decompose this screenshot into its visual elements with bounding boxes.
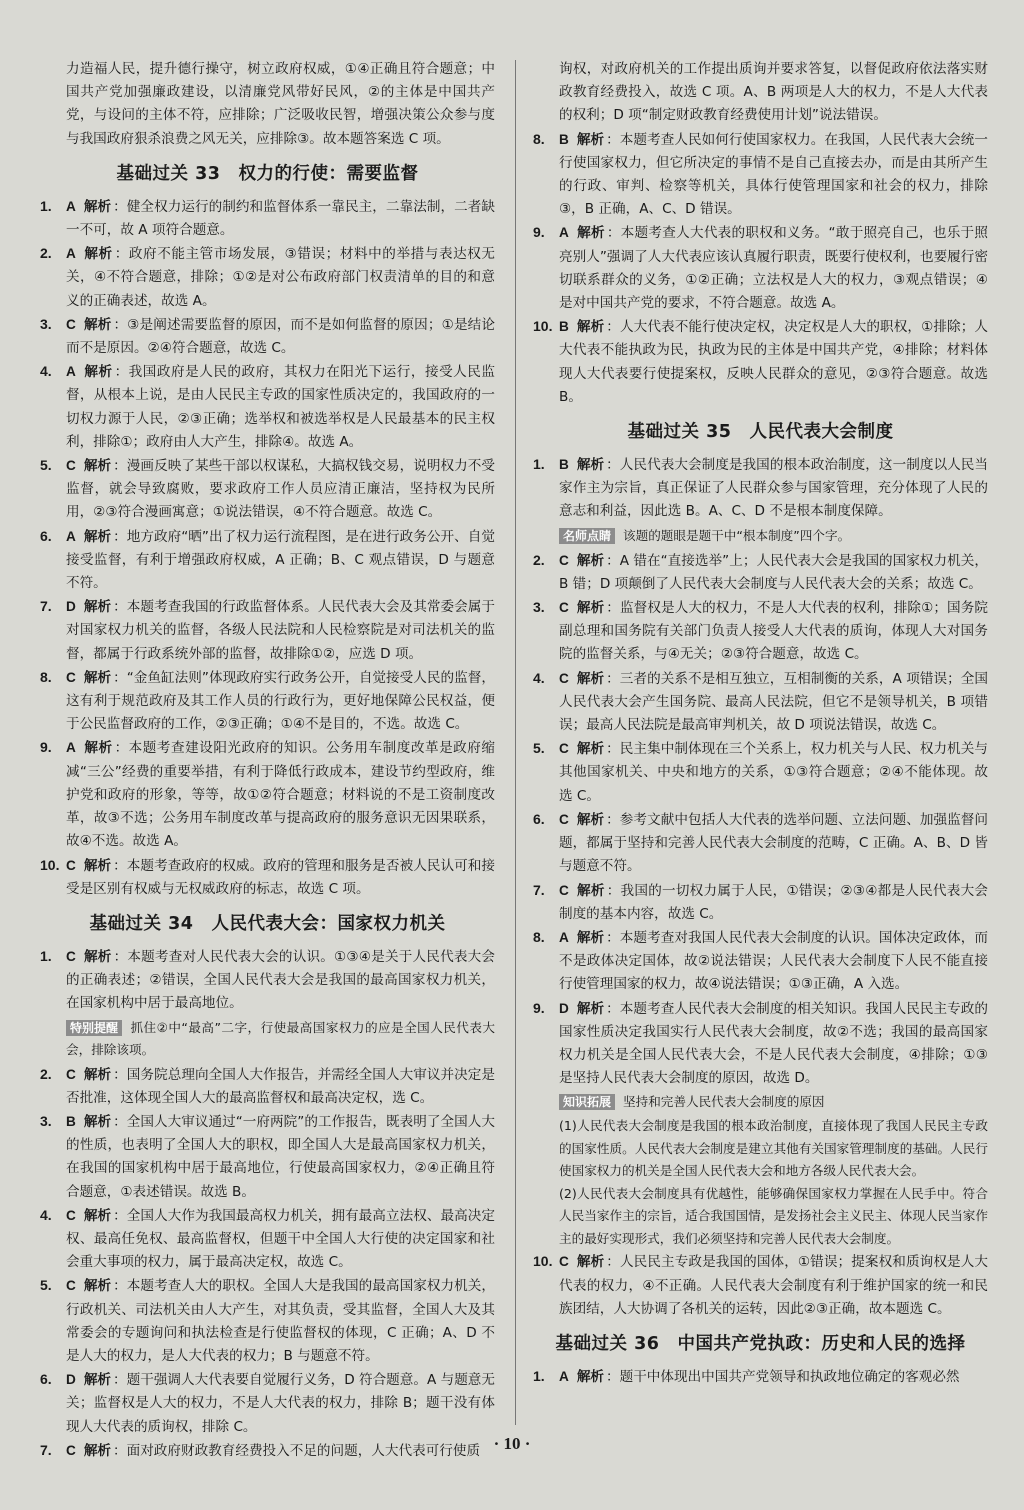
item-number: 6. bbox=[40, 1371, 52, 1388]
item-label: 解析 bbox=[576, 670, 605, 687]
item-number: 9. bbox=[533, 999, 545, 1016]
item-number: 10. bbox=[40, 856, 60, 873]
item-label: 解析 bbox=[576, 741, 605, 758]
answer-item bbox=[40, 360, 495, 454]
item-label: 解析 bbox=[576, 552, 605, 569]
section-35-items-final bbox=[533, 1250, 988, 1321]
item-number: 1. bbox=[40, 197, 52, 214]
item-number: 5. bbox=[533, 740, 545, 757]
knowledge-point-1: (1)人民代表大会制度是我国的根本政治制度，直接体现了我国人民民主专政的国家性质。人民代表大会制度是建立其他有关国家管理制度的基础。人民行使国家权力的机关是全国人民代表大会和地方各级人民代表大会。 bbox=[559, 1118, 988, 1179]
item-label: 解析 bbox=[83, 1278, 112, 1295]
answer-item bbox=[40, 595, 495, 666]
item-number: 6. bbox=[533, 810, 545, 827]
section-35-items-continued bbox=[533, 549, 988, 1091]
item-answer: D bbox=[559, 1000, 569, 1016]
item-answer: C bbox=[559, 670, 569, 686]
item-explanation: ：全国人大审议通过“一府两院”的工作报告，既表明了全国人大的性质，也表明了全国人大的职权，即全国人大是最高国家权力机关，在我国的国家机构中居于最高地位，行使最高国家权力，②④正确且符合题意，①表述错误。故选 B。 bbox=[66, 1113, 495, 1200]
section-title-34: 基础过关 34 人民代表大会：国家权力机关 bbox=[89, 913, 446, 934]
answer-item bbox=[533, 453, 988, 524]
item-number: 7. bbox=[40, 598, 52, 615]
tip-tag: 特别提醒 bbox=[66, 1020, 122, 1036]
item-label: 解析 bbox=[83, 1207, 112, 1224]
tip-tag: 知识拓展 bbox=[559, 1094, 615, 1110]
item-explanation: ：全国人大作为我国最高权力机关，拥有最高立法权、最高决定权、最高任免权、最高监督权，但题干中全国人大行使的决定国家和社会重大事项的权力，属于最高决定权，故选 C。 bbox=[66, 1207, 496, 1271]
item-explanation: ：本题考查人大代表的职权和义务。“敢于照亮自己，也乐于照亮别人”强调了人大代表应该认真履行职责，既要行使权利，也要履行密切联系群众的义务，①②正确；立法权是人大的权力，③观点错误；④是对中国共产党的要求，不符合题意。故选 A。 bbox=[559, 225, 988, 312]
item-label: 解析 bbox=[83, 740, 113, 757]
answer-item bbox=[40, 1204, 495, 1275]
answer-item bbox=[40, 1274, 495, 1368]
item-explanation: ：我国的一切权力属于人民，①错误；②③④都是人民代表大会制度的基本内容，故选 C。 bbox=[559, 882, 988, 922]
item-number: 7. bbox=[40, 1441, 52, 1458]
item-label: 解析 bbox=[576, 319, 605, 336]
item-number: 1. bbox=[40, 947, 52, 964]
item-label: 解析 bbox=[83, 599, 112, 616]
section-36-items bbox=[533, 1365, 988, 1389]
answer-item bbox=[533, 737, 988, 808]
answer-item bbox=[533, 997, 988, 1091]
item-answer: B bbox=[559, 457, 569, 473]
item-explanation: ：面对政府财政教育经费投入不足的问题，人大代表可行使质 bbox=[113, 1442, 481, 1459]
item-number: 5. bbox=[40, 457, 52, 474]
knowledge-extension bbox=[533, 1091, 988, 1113]
item-answer: C bbox=[559, 552, 569, 568]
answer-item bbox=[533, 879, 988, 926]
answer-item bbox=[533, 128, 988, 222]
item-explanation: ：三者的关系不是相互独立，互相制衡的关系，A 项错误；全国人民代表大会产生国务院、最高人民法院，但它不是领导机关，B 项错误；最高人民法院是最高审判机关，故 D 项说法错误，故选 C。 bbox=[559, 670, 989, 734]
item-explanation: ：③是阐述需要监督的原因，而不是如何监督的原因；①是结论而不是原因。②④符合题意，故选 C。 bbox=[66, 316, 496, 357]
section-34-items-right bbox=[533, 128, 988, 409]
section-34-items bbox=[40, 945, 495, 1016]
left-column bbox=[40, 58, 495, 1463]
knowledge-point-2: (2)人民代表大会制度具有优越性，能够确保国家权力掌握在人民手中。符合人民当家作主的宗旨，适合我国国情，是发扬社会主义民主、体现人民当家作主的最好实现形式，我们必须坚持和完善人民代表大会制度。 bbox=[559, 1185, 988, 1246]
item-answer: C bbox=[559, 1254, 569, 1270]
item-number: 7. bbox=[533, 881, 545, 898]
item-label: 解析 bbox=[576, 882, 605, 899]
item-label: 解析 bbox=[83, 246, 113, 263]
answer-item bbox=[533, 596, 988, 667]
item-answer: C bbox=[66, 1442, 76, 1458]
special-reminder bbox=[40, 1017, 495, 1061]
item-answer: C bbox=[66, 316, 76, 332]
item-explanation: ：我国政府是人民的政府，其权力在阳光下运行，接受人民监督，从根本上说，是由人民民主专政的国家性质决定的，我国政府的一切权力源于人民，②③正确；选举权和被选举权是人民最基本的民主权利，排除①；政府由人大产生，排除④。故选 A。 bbox=[66, 364, 495, 450]
item-answer: C bbox=[66, 1278, 76, 1294]
item-label: 解析 bbox=[576, 131, 605, 148]
answer-item bbox=[40, 313, 495, 360]
item-number: 3. bbox=[40, 1112, 52, 1129]
item-explanation: ：人大代表不能行使决定权，决定权是人大的职权，①排除；人大代表不能执政为民，执政为民的主体是中国共产党，④排除；材料体现人大代表要行使提案权，反映人民群众的意见，②③符合题意。故选 B。 bbox=[559, 319, 989, 405]
item-label: 解析 bbox=[576, 600, 605, 617]
item-explanation: ：本题考查建设阳光政府的知识。公务用车制度改革是政府缩减“三公”经费的重要举措，有利于降低行政成本，建设节约型政府，维护党和政府的形象，等等，故①②符合题意；材料说的不是工资制度改革，故③不选；公务用车制度改革与提高政府的服务意识无因果联系，故④不选。故选 A。 bbox=[66, 740, 495, 850]
item-label: 解析 bbox=[83, 948, 112, 965]
item-explanation: ：民主集中制体现在三个关系上，权力机关与人民、权力机关与其他国家机关、中央和地方的关系，①③符合题意；②④不能体现。故选 C。 bbox=[559, 741, 989, 804]
answer-item bbox=[40, 736, 495, 853]
item-number: 4. bbox=[40, 1206, 52, 1223]
tip-tag: 名师点睛 bbox=[559, 528, 615, 544]
item-explanation: ：A 错在“直接选举”上；人民代表大会是我国的国家权力机关，B 错；D 项颠倒了人民代表大会制度与人民代表大会的关系；故选 C。 bbox=[559, 552, 988, 592]
item-explanation: ：健全权力运行的制约和监督体系一靠民主，二靠法制，二者缺一不可，故 A 项符合题意。 bbox=[66, 198, 496, 239]
answer-item bbox=[533, 549, 988, 596]
item-number: 1. bbox=[533, 456, 545, 473]
item-explanation: ：本题考查对人民代表大会的认识。①③④是关于人民代表大会的正确表述；②错误，全国人民代表大会是我国的最高国家权力机关，在国家机构中居于最高地位。 bbox=[66, 948, 496, 1012]
item-number: 4. bbox=[40, 363, 52, 380]
item-number: 8. bbox=[40, 668, 52, 685]
item-label: 解析 bbox=[576, 811, 605, 828]
answer-item bbox=[533, 315, 988, 409]
item-label: 解析 bbox=[576, 929, 605, 946]
item-explanation: ：“金鱼缸法则”体现政府实行政务公开，自觉接受人民的监督，这有利于规范政府及其工作人员的行政行为，更好地保障公民权益，便于公民监督政府的工作，②③正确；①④不是目的，不选。故选 C。 bbox=[66, 669, 495, 733]
answer-item bbox=[533, 1250, 988, 1321]
item-answer: A bbox=[559, 929, 569, 945]
item-answer: C bbox=[559, 811, 569, 827]
tip-text: 该题的题眼是题干中“根本制度”四个字。 bbox=[623, 527, 851, 543]
item-explanation: ：人民民主专政是我国的国体，①错误；提案权和质询权是人大代表的权力，④不正确。人民代表大会制度有利于维护国家的统一和民族团结，人大协调了各机关的运转，因此②③正确，故本题选 C。 bbox=[559, 1254, 989, 1317]
section-title-35: 基础过关 35 人民代表大会制度 bbox=[627, 422, 894, 443]
item-label: 解析 bbox=[83, 458, 112, 475]
item-explanation: ：参考文献中包括人大代表的选举问题、立法问题、加强监督问题，都属于坚持和完善人民代表大会制度的范畴，C 正确。A、B、D 皆与题意不符。 bbox=[559, 811, 989, 875]
item-answer: C bbox=[66, 857, 76, 873]
item-explanation: ：漫画反映了某些干部以权谋私，大搞权钱交易，说明权力不受监督，就会导致腐败，要求政府工作人员应清正廉洁，坚持权为民所用，②③符合漫画寓意；①说法错误，④不符合题意。故选 C。 bbox=[66, 458, 496, 521]
answer-item bbox=[533, 221, 988, 315]
item-explanation: ：本题考查政府的权威。政府的管理和服务是否被人民认可和接受是区别有权威与无权威政府的标志，故选 C 项。 bbox=[66, 857, 496, 897]
item-explanation: ：监督权是人大的权力，不是人大代表的权利，排除①；国务院副总理和国务院有关部门负责人接受人大代表的质询，体现人大对国务院的监督关系，与④无关；②③符合题意，故选 C。 bbox=[559, 600, 989, 663]
item-label: 解析 bbox=[83, 528, 112, 545]
answer-item bbox=[40, 854, 495, 901]
item-label: 解析 bbox=[576, 225, 605, 242]
item-label: 解析 bbox=[83, 1442, 112, 1459]
item-label: 解析 bbox=[83, 198, 112, 215]
item-label: 解析 bbox=[83, 1113, 112, 1130]
item-number: 8. bbox=[533, 130, 545, 147]
tip-text: 抓住②中“最高”二字，行使最高国家权力的应是全国人民代表大会，排除该项。 bbox=[66, 1019, 495, 1057]
answer-item bbox=[533, 808, 988, 879]
answer-item bbox=[40, 454, 495, 525]
item-explanation: ：题干强调人大代表要自觉履行义务，D 符合题意。A 与题意无关；监督权是人大的权力，不是人大代表的权力，排除 B；题干没有体现人大代表的质询权，排除 C。 bbox=[66, 1372, 495, 1435]
item-answer: C bbox=[559, 882, 569, 898]
item-explanation: ：本题考查人民如何行使国家权力。在我国，人民代表大会统一行使国家权力，但它所决定的事情不是自己直接去办，而是由其所产生的行政、审判、检察等机关，具体行使管理国家和社会的权力，排除③，B 正确，A、C、D 错误。 bbox=[559, 131, 989, 218]
item-answer: A bbox=[559, 225, 569, 241]
section-33-items bbox=[40, 195, 495, 901]
item-label: 解析 bbox=[83, 364, 113, 381]
item-number: 1. bbox=[533, 1367, 545, 1384]
tip-text: 坚持和完善人民代表大会制度的原因 bbox=[623, 1094, 825, 1110]
item-answer: C bbox=[66, 1066, 76, 1082]
item-label: 解析 bbox=[83, 1372, 112, 1389]
item-number: 10. bbox=[533, 1253, 553, 1270]
item-answer: A bbox=[66, 198, 76, 214]
column-divider bbox=[515, 60, 516, 1425]
right-intro: 询权，对政府机关的工作提出质询并要求答复，以督促政府依法落实财政教育经费投入，故选 C 项。A、B 两项是人大的权力，不是人大代表的权利；D 项“制定财政教育经费使用计划”说法错误。 bbox=[559, 61, 988, 124]
answer-item bbox=[533, 926, 988, 997]
section-title-36: 基础过关 36 中国共产党执政：历史和人民的选择 bbox=[555, 1333, 966, 1354]
item-label: 解析 bbox=[576, 1368, 605, 1385]
answer-item bbox=[533, 667, 988, 738]
item-explanation: ：题干中体现出中国共产党领导和执政地位确定的客观必然 bbox=[606, 1368, 960, 1385]
item-number: 10. bbox=[533, 318, 553, 335]
item-answer: D bbox=[66, 599, 76, 615]
item-explanation: ：政府不能主管市场发展，③错误；材料中的举措与表达权无关，④不符合题意，排除；①②是对公布政府部门权责清单的目的和意义的正确表述，故选 A。 bbox=[66, 246, 496, 309]
item-answer: D bbox=[66, 1372, 76, 1388]
item-explanation: ：人民代表大会制度是我国的根本政治制度，这一制度以人民当家作主为宗旨，真正保证了人民群众参与国家管理，充分体现了人民的意志和利益，因此选 B。A、C、D 不是根本制度保障。 bbox=[559, 457, 989, 520]
section-34-items-continued bbox=[40, 1063, 495, 1463]
item-number: 4. bbox=[533, 669, 545, 686]
item-number: 2. bbox=[533, 551, 545, 568]
item-answer: C bbox=[559, 600, 569, 616]
left-intro: 力造福人民，提升德行操守，树立政府权威，①④正确且符合题意；中国共产党加强廉政建设，以清廉党风带好民风，②的主体是中国共产党，与设问的主体不符，应排除；广泛吸收民智，增强决策公众参与度与我国政府狠杀浪费之风无关，应排除③。故本题答案选 C 项。 bbox=[66, 61, 495, 147]
item-explanation: ：本题考查我国的行政监督体系。人民代表大会及其常委会属于对国家权力机关的监督，各级人民法院和人民检察院是对司法机关的监督，都属于行政系统外部的监督，故排除①②，应选 D 项。 bbox=[66, 599, 496, 662]
answer-item bbox=[40, 1063, 495, 1110]
item-answer: B bbox=[66, 1113, 76, 1129]
item-label: 解析 bbox=[83, 316, 112, 333]
section-35-items bbox=[533, 453, 988, 524]
item-answer: A bbox=[66, 740, 76, 756]
item-answer: A bbox=[66, 246, 76, 262]
item-answer: C bbox=[66, 948, 76, 964]
section-title-33: 基础过关 33 权力的行使：需要监督 bbox=[116, 163, 419, 184]
item-number: 3. bbox=[40, 315, 52, 332]
answer-item bbox=[40, 945, 495, 1016]
answer-item bbox=[40, 195, 495, 242]
answer-item bbox=[40, 1368, 495, 1439]
answer-item bbox=[40, 666, 495, 737]
teacher-tip bbox=[533, 525, 988, 547]
right-column bbox=[533, 58, 988, 1389]
page-number: · 10 · bbox=[493, 1434, 531, 1453]
item-answer: A bbox=[559, 1368, 569, 1384]
item-explanation: ：地方政府“晒”出了权力运行流程图，是在进行政务公开、自觉接受监督，有利于增强政府权威，A 正确；B、C 观点错误，D 与题意不符。 bbox=[66, 528, 495, 592]
item-number: 5. bbox=[40, 1277, 52, 1294]
item-label: 解析 bbox=[83, 857, 112, 874]
item-label: 解析 bbox=[576, 1000, 605, 1017]
item-answer: C bbox=[66, 1207, 76, 1223]
item-answer: B bbox=[559, 319, 569, 335]
answer-item bbox=[40, 242, 495, 313]
item-label: 解析 bbox=[576, 1254, 605, 1271]
item-number: 9. bbox=[40, 739, 52, 756]
answer-item bbox=[40, 525, 495, 596]
item-number: 8. bbox=[533, 928, 545, 945]
item-number: 2. bbox=[40, 1065, 52, 1082]
item-explanation: ：本题考查人民代表大会制度的相关知识。我国人民民主专政的国家性质决定我国实行人民代表大会制度，故②不选；我国的最高国家权力机关是全国人民代表大会，不是人民代表大会制度，④排除；①③是坚持人民代表大会制度的原因，故选 D。 bbox=[559, 1000, 989, 1087]
item-number: 2. bbox=[40, 245, 52, 262]
item-explanation: ：国务院总理向全国人大作报告，并需经全国人大审议并决定是否批准，这体现全国人大的最高监督权和最高决定权，选 C。 bbox=[66, 1066, 496, 1106]
item-answer: C bbox=[66, 458, 76, 474]
item-explanation: ：本题考查对我国人民代表大会制度的认识。国体决定政体，而不是政体决定国体，故②说法错误；人民代表大会制度下人民不能直接行使管理国家的权力，故④说法错误；①③正确，A 入选。 bbox=[559, 929, 989, 993]
item-answer: C bbox=[66, 669, 76, 685]
answer-item bbox=[533, 1365, 988, 1389]
item-number: 6. bbox=[40, 527, 52, 544]
item-answer: C bbox=[559, 741, 569, 757]
item-answer: A bbox=[66, 528, 76, 544]
item-number: 9. bbox=[533, 224, 545, 241]
item-answer: B bbox=[559, 131, 569, 147]
item-explanation: ：本题考查人大的职权。全国人大是我国的最高国家权力机关，行政机关、司法机关由人大产生，对其负责，受其监督，全国人大及其常委会的专题询问和执法检查是行使监督权的体现，C 正确；A、D 不是人大的权力，是人大代表的权力；B 与题意不符。 bbox=[66, 1278, 496, 1364]
item-label: 解析 bbox=[576, 457, 605, 474]
item-answer: A bbox=[66, 364, 76, 380]
item-number: 3. bbox=[533, 599, 545, 616]
item-label: 解析 bbox=[83, 669, 112, 686]
answer-item bbox=[40, 1110, 495, 1204]
item-label: 解析 bbox=[83, 1066, 112, 1083]
